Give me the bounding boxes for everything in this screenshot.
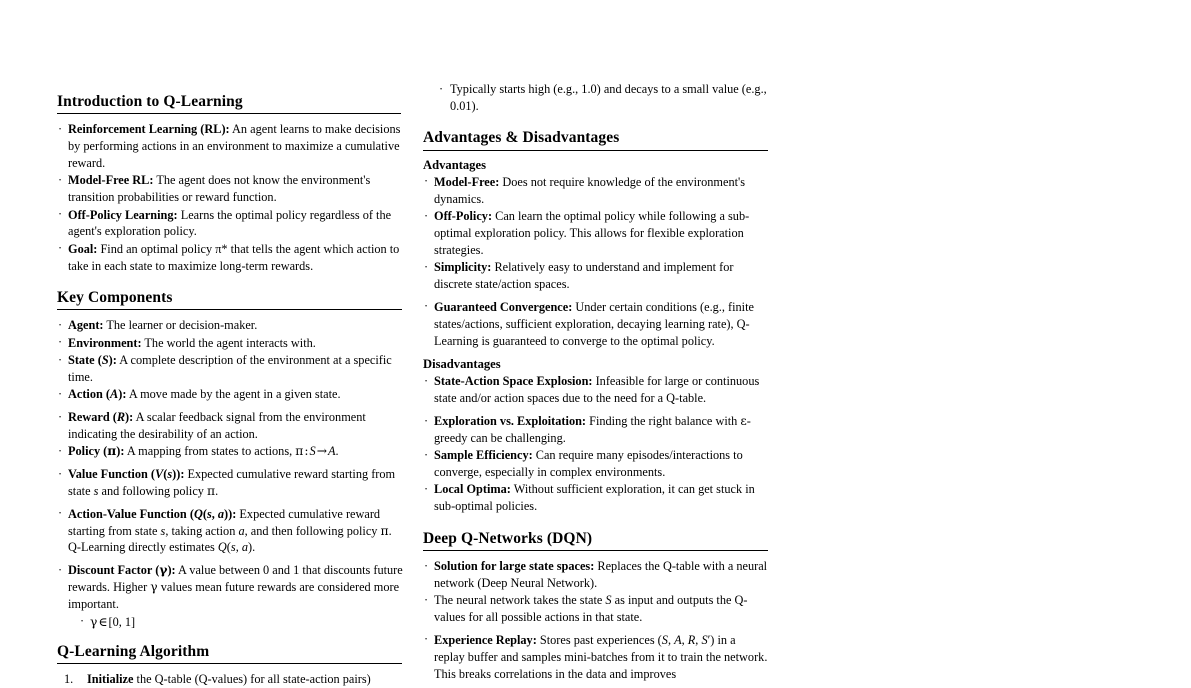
- introduction-bullet-list: [57, 121, 403, 274]
- bullet-icon: ·: [424, 558, 429, 573]
- list-item-text: The learner or decision-maker.: [103, 318, 258, 333]
- list-item-term: Simplicity:: [434, 260, 492, 275]
- bullet-icon: ·: [424, 447, 429, 462]
- bullet-icon: ·: [58, 121, 63, 136]
- list-item: [57, 241, 403, 275]
- list-item-term: Goal:: [68, 241, 98, 256]
- bullet-icon: ·: [58, 443, 63, 458]
- list-item: [57, 352, 403, 386]
- list-item-term: Off-Policy Learning:: [68, 207, 178, 222]
- heading-deep-q-networks: Deep Q-Networks (DQN): [423, 529, 593, 547]
- list-item: [423, 259, 769, 293]
- list-item-term: Guaranteed Convergence:: [434, 299, 573, 314]
- list-item-term: Policy (π):: [68, 443, 125, 459]
- heading-rule: [57, 663, 402, 664]
- continued-bullet-list: [423, 81, 769, 115]
- subheading-advantages: Advantages: [423, 157, 486, 172]
- list-item: [423, 592, 769, 626]
- list-item-term: Reward (R):: [68, 410, 134, 425]
- advantages-bullet-list: [423, 174, 769, 349]
- subheading-disadvantages: Disadvantages: [423, 356, 501, 371]
- bullet-icon: ·: [58, 241, 63, 256]
- sub-bullet-list: [68, 614, 403, 631]
- list-item-text: Find an optimal policy π* that tells the agent which action to take in each state to maximize long-term rewards.: [68, 241, 400, 273]
- bullet-icon: ·: [58, 317, 63, 332]
- list-item-text: An agent learns to make decisions by performing actions in an environment to maximize a cumulative reward.: [68, 122, 401, 171]
- list-item-term: State (S):: [68, 353, 117, 367]
- list-item: [57, 121, 403, 172]
- heading-rule: [57, 309, 402, 310]
- list-item-text: A complete description of the environment at a specific time.: [68, 353, 392, 384]
- list-item: [423, 413, 769, 447]
- heading-q-learning-algorithm: Q-Learning Algorithm: [57, 642, 210, 660]
- list-item-text: Replaces the Q-table with a neural network (Deep Neural Network).: [434, 559, 768, 590]
- list-item-text: Can learn the optimal policy while following a sub-optimal exploration policy. This allows for flexible exploration strategies.: [434, 209, 750, 257]
- algorithm-step-list: [57, 671, 403, 688]
- list-item-text: A mapping from states to actions, π:S→A.: [124, 444, 339, 459]
- heading-rule: [423, 550, 768, 551]
- bullet-icon: ·: [58, 466, 63, 481]
- list-item: [57, 562, 403, 631]
- list-item: [423, 174, 769, 208]
- bullet-icon: ·: [424, 592, 429, 607]
- list-item: [57, 506, 403, 557]
- list-item-text: Learns the optimal policy regardless of the agent's exploration policy.: [68, 207, 392, 239]
- heading-rule: [57, 113, 401, 114]
- bullet-icon: ·: [424, 299, 429, 314]
- list-item-text: The agent does not know the environment's transition probabilities or reward function.: [68, 173, 371, 205]
- list-item-term: Action-Value Function (Q(s, a)):: [68, 506, 237, 521]
- bullet-icon: ·: [424, 481, 429, 496]
- list-item-text: Infeasible for large or continuous state and/or action spaces due to the need for a Q-table.: [434, 374, 760, 406]
- list-item-term: Off-Policy:: [434, 209, 493, 224]
- list-item-term: Exploration vs. Exploitation:: [434, 414, 587, 429]
- bullet-icon: ·: [439, 81, 444, 96]
- bullet-icon: ·: [424, 413, 429, 428]
- list-item: [57, 317, 403, 334]
- list-item-term: Model-Free:: [434, 174, 500, 189]
- list-item-term: Local Optima:: [434, 482, 511, 497]
- bullet-icon: ·: [424, 259, 429, 274]
- list-item-term: Value Function (V(s)):: [68, 467, 185, 482]
- list-item-term: Environment:: [68, 335, 142, 350]
- list-item: [423, 208, 769, 259]
- list-item-term: Solution for large state spaces:: [434, 559, 595, 573]
- sub-list-item-text: γ∈[0, 1]: [90, 614, 136, 629]
- key-components-bullet-list: [57, 317, 403, 631]
- list-item: [57, 172, 403, 206]
- list-item: [57, 443, 403, 460]
- list-item-term: Discount Factor (γ):: [68, 562, 176, 578]
- list-item: [57, 409, 403, 443]
- bullet-icon: ·: [58, 506, 63, 521]
- list-item-term: Reinforcement Learning (RL):: [68, 122, 230, 137]
- list-item-text: Finding the right balance with ε-greedy can be challenging.: [434, 414, 751, 445]
- list-item-text: Without sufficient exploration, it can get stuck in sub-optimal policies.: [434, 482, 755, 514]
- bullet-icon: ·: [424, 174, 429, 189]
- bullet-icon: ·: [424, 208, 429, 223]
- heading-advantages-and-disadvantages: Advantages & Disadvantages: [423, 129, 620, 147]
- bullet-icon: ·: [58, 386, 63, 401]
- sub-list-item-text: Typically starts high (e.g., 1.0) and decays to a small value (e.g., 0.01).: [450, 82, 767, 114]
- list-item-text: Does not require knowledge of the environment's dynamics.: [434, 174, 746, 206]
- list-item: [57, 386, 403, 403]
- dqn-bullet-list: [423, 558, 769, 682]
- bullet-icon: ·: [58, 409, 63, 424]
- list-item-term: Action (A):: [68, 387, 127, 402]
- list-item: [423, 481, 769, 515]
- disadvantages-bullet-list: [423, 373, 769, 515]
- sub-list-item: [80, 614, 403, 631]
- list-item: [423, 447, 769, 481]
- list-item-text: Relatively easy to understand and implement for discrete state/action spaces.: [434, 260, 734, 292]
- bullet-icon: ·: [424, 632, 429, 647]
- list-item-term: State-Action Space Explosion:: [434, 374, 593, 389]
- bullet-icon: ·: [424, 373, 429, 388]
- list-item-text: Expected cumulative reward starting from state s, taking action a, and then following policy π. Q-Learning directly estimates Q(s, a).: [68, 506, 392, 555]
- list-item-term: Agent:: [68, 318, 104, 333]
- list-item: [57, 671, 403, 688]
- list-item-text: Under certain conditions (e.g., finite states/actions, sufficient exploration, decaying learning rate), Q-Learning is guaranteed to converge to the optimal policy.: [434, 299, 754, 348]
- heading-rule: [423, 150, 768, 151]
- bullet-icon: ·: [58, 207, 63, 222]
- list-item: [57, 466, 403, 500]
- list-item: [423, 632, 769, 683]
- list-item-term: Experience Replay:: [434, 632, 537, 647]
- bullet-icon: ·: [80, 614, 85, 629]
- list-item-text: Expected cumulative reward starting from state s and following policy π.: [68, 467, 396, 498]
- list-item-text: The neural network takes the state S as input and outputs the Q-values for all possible actions in that state.: [434, 593, 748, 625]
- bullet-icon: ·: [58, 172, 63, 187]
- list-item-text: The world the agent interacts with.: [141, 335, 316, 350]
- heading-key-components: Key Components: [57, 288, 173, 306]
- list-item: [57, 207, 403, 241]
- list-item-term: Sample Efficiency:: [434, 448, 533, 463]
- sub-list-item: [439, 81, 769, 115]
- list-item-term: Initialize: [87, 671, 134, 686]
- list-item-text: Stores past experiences (S, A, R, S′) in a replay buffer and samples mini-batches from it to train the network. This breaks correlations in the data and improves: [434, 632, 768, 681]
- list-item: [423, 558, 769, 592]
- list-item-text: A value between 0 and 1 that discounts future rewards. Higher γ values mean future rewards are considered more important.: [68, 563, 403, 611]
- right-column: [423, 0, 769, 681]
- list-item: [423, 299, 769, 350]
- bullet-icon: ·: [58, 562, 63, 577]
- list-item-text: A scalar feedback signal from the environment indicating the desirability of an action.: [68, 410, 366, 441]
- list-item: [423, 373, 769, 407]
- left-column: [57, 0, 403, 686]
- bullet-icon: ·: [58, 352, 63, 367]
- list-item-term: Model-Free RL:: [68, 173, 154, 188]
- list-item: [57, 335, 403, 352]
- bullet-icon: ·: [58, 335, 63, 350]
- heading-introduction-to-q-learning: Introduction to Q-Learning: [57, 93, 243, 110]
- list-item-text: the Q-table (Q-values) for all state-action pairs): [133, 671, 371, 686]
- list-item-text: A move made by the agent in a given state.: [126, 387, 341, 402]
- list-item-text: Can require many episodes/interactions to converge, especially in complex environments.: [434, 448, 743, 480]
